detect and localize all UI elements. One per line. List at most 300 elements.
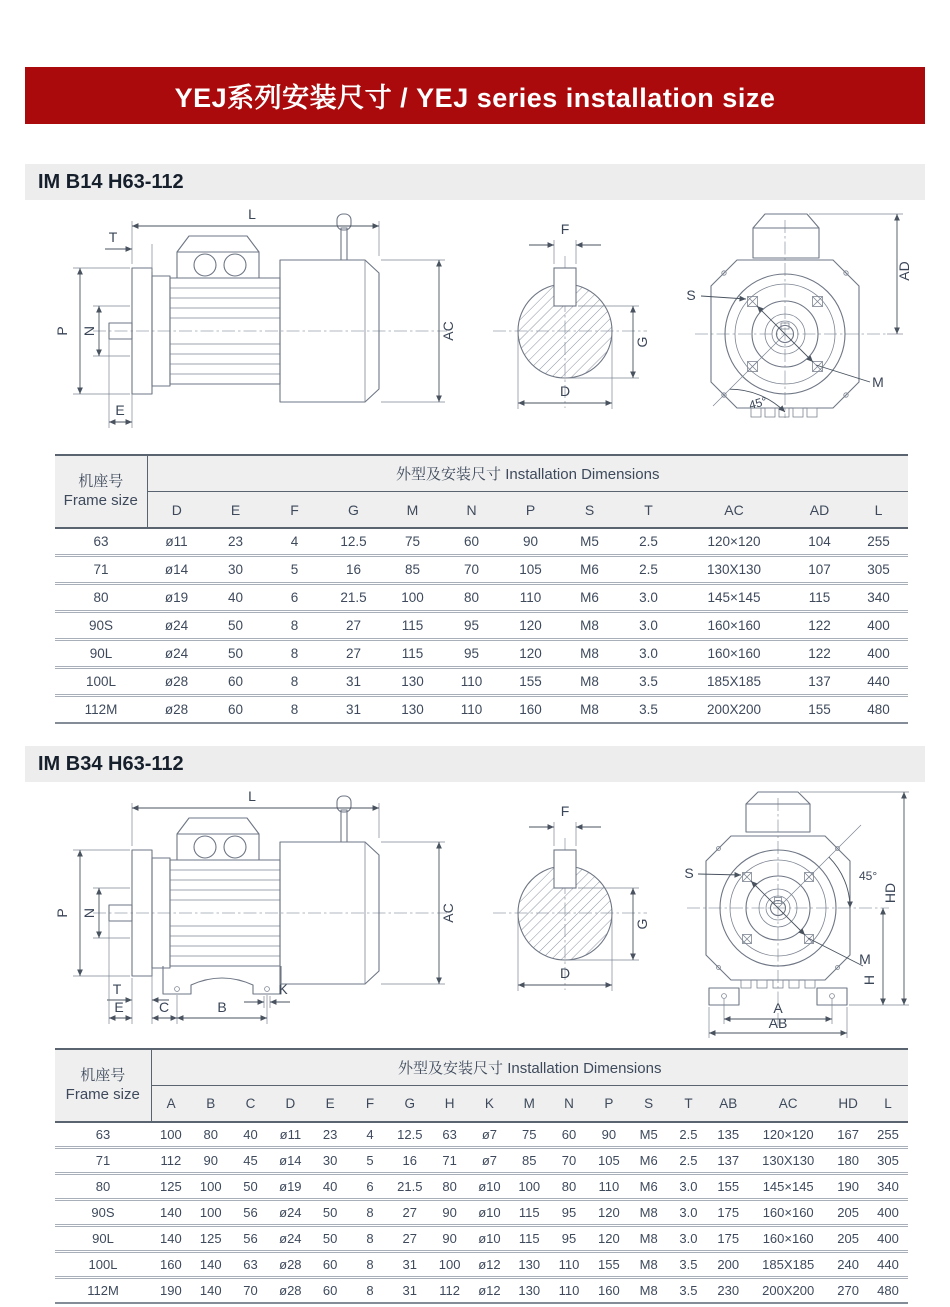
- value-cell: ø28: [147, 668, 206, 696]
- column-header-E: E: [310, 1086, 350, 1123]
- dim-label-B: B: [217, 999, 227, 1015]
- frame-size-cell: 90L: [55, 1226, 151, 1252]
- dim-label-E: E: [114, 999, 124, 1015]
- value-cell: 8: [265, 612, 324, 640]
- section-heading-b34: [25, 746, 925, 782]
- column-header-AB: AB: [708, 1086, 748, 1123]
- dim-label-AB: AB: [768, 1015, 788, 1031]
- column-letters-row: [55, 492, 908, 529]
- table-row: [55, 1122, 908, 1148]
- value-cell: 8: [265, 696, 324, 724]
- terminal-box: [177, 834, 259, 860]
- value-cell: 140: [151, 1200, 191, 1226]
- value-cell: 480: [849, 696, 908, 724]
- column-header-AC: AC: [748, 1086, 828, 1123]
- value-cell: 145×145: [748, 1174, 828, 1200]
- frame-size-header-en: Frame size: [63, 491, 138, 509]
- value-cell: 400: [868, 1200, 908, 1226]
- value-cell: 40: [231, 1122, 271, 1148]
- value-cell: 16: [390, 1148, 430, 1174]
- value-cell: 75: [383, 528, 442, 556]
- value-cell: ø24: [147, 612, 206, 640]
- value-cell: ø19: [270, 1174, 310, 1200]
- value-cell: 255: [868, 1122, 908, 1148]
- value-cell: 60: [310, 1252, 350, 1278]
- drawings-b34: [25, 782, 925, 1044]
- dim-label-D: D: [559, 383, 571, 399]
- value-cell: 140: [191, 1278, 231, 1304]
- column-header-P: P: [589, 1086, 629, 1123]
- value-cell: ø11: [270, 1122, 310, 1148]
- span-header: 外型及安装尺寸 Installation Dimensions: [151, 1049, 908, 1086]
- frame-size-header: [55, 455, 147, 528]
- value-cell: 85: [383, 556, 442, 584]
- value-cell: 440: [849, 668, 908, 696]
- value-cell: 190: [828, 1174, 868, 1200]
- value-cell: 120: [501, 612, 560, 640]
- value-cell: 110: [589, 1174, 629, 1200]
- dimensions: [54, 788, 456, 1024]
- value-cell: 120: [501, 640, 560, 668]
- value-cell: 205: [828, 1200, 868, 1226]
- value-cell: 3.0: [669, 1226, 709, 1252]
- value-cell: 340: [849, 584, 908, 612]
- dim-label-N: N: [81, 325, 97, 337]
- column-header-AC: AC: [678, 492, 790, 529]
- value-cell: 175: [708, 1226, 748, 1252]
- value-cell: 100: [191, 1200, 231, 1226]
- value-cell: 60: [206, 696, 265, 724]
- value-cell: M6: [629, 1174, 669, 1200]
- value-cell: 95: [442, 612, 501, 640]
- column-header-F: F: [265, 492, 324, 529]
- value-cell: 155: [790, 696, 849, 724]
- column-header-S: S: [560, 492, 619, 529]
- column-header-L: L: [849, 492, 908, 529]
- value-cell: 200X200: [678, 696, 790, 724]
- value-cell: 185X185: [748, 1252, 828, 1278]
- value-cell: 23: [310, 1122, 350, 1148]
- value-cell: 107: [790, 556, 849, 584]
- value-cell: M8: [560, 612, 619, 640]
- value-cell: 122: [790, 640, 849, 668]
- table-row: [55, 1174, 908, 1200]
- value-cell: 70: [231, 1278, 271, 1304]
- value-cell: 340: [868, 1174, 908, 1200]
- value-cell: 155: [708, 1174, 748, 1200]
- frame-size-cell: 63: [55, 528, 147, 556]
- column-header-T: T: [619, 492, 678, 529]
- value-cell: 200X200: [748, 1278, 828, 1304]
- value-cell: M6: [560, 584, 619, 612]
- value-cell: ø28: [147, 696, 206, 724]
- value-cell: 4: [265, 528, 324, 556]
- value-cell: 155: [589, 1252, 629, 1278]
- value-cell: ø10: [470, 1200, 510, 1226]
- value-cell: 90: [589, 1122, 629, 1148]
- table-row: [55, 668, 908, 696]
- column-letters-row: [55, 1086, 908, 1123]
- value-cell: 105: [501, 556, 560, 584]
- value-cell: 8: [265, 668, 324, 696]
- value-cell: 120: [589, 1226, 629, 1252]
- page: [25, 67, 925, 1304]
- value-cell: 180: [828, 1148, 868, 1174]
- dim-label-45deg: 45°: [859, 869, 878, 883]
- column-header-L: L: [868, 1086, 908, 1123]
- dim-label-45deg: 45°: [747, 394, 769, 413]
- value-cell: 3.0: [619, 612, 678, 640]
- value-cell: ø12: [470, 1252, 510, 1278]
- value-cell: M6: [629, 1148, 669, 1174]
- dimensions: [686, 214, 912, 412]
- table-row: [55, 1148, 908, 1174]
- value-cell: 160×160: [678, 612, 790, 640]
- value-cell: 75: [509, 1122, 549, 1148]
- value-cell: 95: [549, 1226, 589, 1252]
- value-cell: 305: [849, 556, 908, 584]
- value-cell: 110: [501, 584, 560, 612]
- table-row: [55, 1226, 908, 1252]
- value-cell: 160: [151, 1252, 191, 1278]
- dim-label-T: T: [108, 229, 118, 245]
- dimensions-table-b14: [55, 454, 908, 724]
- value-cell: ø14: [147, 556, 206, 584]
- frame-size-header-zh: 机座号: [80, 1066, 126, 1084]
- value-cell: ø10: [470, 1226, 510, 1252]
- shaft-section-drawing-b14: [475, 206, 665, 426]
- keyway: [554, 268, 576, 306]
- value-cell: M8: [560, 696, 619, 724]
- value-cell: 12.5: [324, 528, 383, 556]
- dimensions: [54, 206, 456, 428]
- value-cell: 31: [324, 696, 383, 724]
- value-cell: 4: [350, 1122, 390, 1148]
- value-cell: M8: [560, 668, 619, 696]
- front-view-drawing-b14: [673, 206, 913, 426]
- value-cell: ø24: [147, 640, 206, 668]
- value-cell: 200: [708, 1252, 748, 1278]
- value-cell: 71: [430, 1148, 470, 1174]
- column-header-N: N: [442, 492, 501, 529]
- value-cell: 255: [849, 528, 908, 556]
- front-view-drawing-b34: [673, 788, 913, 1040]
- keyway: [554, 850, 576, 888]
- value-cell: 105: [589, 1148, 629, 1174]
- value-cell: M5: [629, 1122, 669, 1148]
- table-row: [55, 696, 908, 724]
- value-cell: 70: [549, 1148, 589, 1174]
- value-cell: 160×160: [748, 1200, 828, 1226]
- frame-size-cell: 90S: [55, 1200, 151, 1226]
- value-cell: 110: [549, 1252, 589, 1278]
- frame-size-cell: 80: [55, 584, 147, 612]
- value-cell: 40: [206, 584, 265, 612]
- value-cell: 95: [442, 640, 501, 668]
- value-cell: 125: [151, 1174, 191, 1200]
- column-header-H: H: [430, 1086, 470, 1123]
- column-header-P: P: [501, 492, 560, 529]
- value-cell: 50: [206, 640, 265, 668]
- frame-size-cell: 112M: [55, 1278, 151, 1304]
- value-cell: 3.5: [669, 1252, 709, 1278]
- page-title: YEJ系列安装尺寸 / YEJ series installation size: [174, 83, 776, 113]
- value-cell: 115: [509, 1226, 549, 1252]
- value-cell: 3.5: [619, 696, 678, 724]
- value-cell: 120×120: [678, 528, 790, 556]
- column-header-D: D: [270, 1086, 310, 1123]
- value-cell: 175: [708, 1200, 748, 1226]
- value-cell: 21.5: [324, 584, 383, 612]
- release-lever: [341, 810, 347, 842]
- dim-label-E: E: [115, 402, 125, 418]
- value-cell: M6: [560, 556, 619, 584]
- value-cell: M8: [560, 640, 619, 668]
- value-cell: 305: [868, 1148, 908, 1174]
- dim-label-K: K: [278, 981, 288, 997]
- dim-label-T: T: [112, 981, 122, 997]
- value-cell: 100: [151, 1122, 191, 1148]
- column-header-N: N: [549, 1086, 589, 1123]
- dim-label-H: H: [861, 974, 877, 986]
- dim-label-P: P: [54, 326, 70, 336]
- page-title-banner: [25, 67, 925, 124]
- value-cell: 112: [151, 1148, 191, 1174]
- value-cell: 160: [589, 1278, 629, 1304]
- value-cell: 27: [390, 1200, 430, 1226]
- value-cell: 6: [350, 1174, 390, 1200]
- column-header-M: M: [509, 1086, 549, 1123]
- value-cell: 115: [383, 612, 442, 640]
- table-row: [55, 528, 908, 556]
- value-cell: 112: [430, 1278, 470, 1304]
- value-cell: 27: [324, 612, 383, 640]
- column-header-HD: HD: [828, 1086, 868, 1123]
- frame-size-cell: 63: [55, 1122, 151, 1148]
- table-row: [55, 1252, 908, 1278]
- value-cell: 115: [509, 1200, 549, 1226]
- value-cell: 90: [430, 1200, 470, 1226]
- value-cell: 130X130: [678, 556, 790, 584]
- table-wrap-b14: [55, 454, 908, 724]
- value-cell: 60: [442, 528, 501, 556]
- value-cell: 100: [191, 1174, 231, 1200]
- value-cell: 95: [549, 1200, 589, 1226]
- table-row: [55, 612, 908, 640]
- value-cell: 30: [206, 556, 265, 584]
- value-cell: 110: [442, 668, 501, 696]
- frame-size-header-zh: 机座号: [78, 472, 124, 490]
- value-cell: 80: [442, 584, 501, 612]
- value-cell: 480: [868, 1278, 908, 1304]
- value-cell: 3.0: [669, 1200, 709, 1226]
- value-cell: 145×145: [678, 584, 790, 612]
- value-cell: ø11: [147, 528, 206, 556]
- value-cell: ø14: [270, 1148, 310, 1174]
- value-cell: 160×160: [748, 1226, 828, 1252]
- value-cell: 3.0: [619, 640, 678, 668]
- dim-label-AC: AC: [440, 321, 456, 341]
- value-cell: 100: [509, 1174, 549, 1200]
- dim-label-AC: AC: [440, 903, 456, 923]
- dim-label-A: A: [773, 1000, 783, 1016]
- dim-label-C: C: [158, 999, 170, 1015]
- value-cell: 100: [383, 584, 442, 612]
- value-cell: 63: [231, 1252, 271, 1278]
- value-cell: 440: [868, 1252, 908, 1278]
- frame-size-cell: 80: [55, 1174, 151, 1200]
- value-cell: 205: [828, 1226, 868, 1252]
- value-cell: 110: [442, 696, 501, 724]
- frame-size-cell: 100L: [55, 668, 147, 696]
- value-cell: 50: [206, 612, 265, 640]
- value-cell: 125: [191, 1226, 231, 1252]
- value-cell: 5: [350, 1148, 390, 1174]
- value-cell: 120×120: [748, 1122, 828, 1148]
- value-cell: 23: [206, 528, 265, 556]
- dim-label-M: M: [859, 951, 871, 967]
- value-cell: 50: [310, 1226, 350, 1252]
- frame-size-cell: 71: [55, 1148, 151, 1174]
- value-cell: 3.5: [619, 668, 678, 696]
- value-cell: 270: [828, 1278, 868, 1304]
- column-header-A: A: [151, 1086, 191, 1123]
- dim-label-L: L: [248, 788, 256, 804]
- dim-label-S: S: [684, 865, 694, 881]
- value-cell: 8: [265, 640, 324, 668]
- value-cell: 400: [849, 612, 908, 640]
- value-cell: 5: [265, 556, 324, 584]
- column-header-K: K: [470, 1086, 510, 1123]
- value-cell: ø28: [270, 1252, 310, 1278]
- value-cell: M8: [629, 1200, 669, 1226]
- value-cell: 3.0: [619, 584, 678, 612]
- value-cell: M5: [560, 528, 619, 556]
- feet: [163, 966, 281, 994]
- value-cell: 190: [151, 1278, 191, 1304]
- value-cell: ø12: [470, 1278, 510, 1304]
- value-cell: 137: [708, 1148, 748, 1174]
- value-cell: 160×160: [678, 640, 790, 668]
- value-cell: 104: [790, 528, 849, 556]
- value-cell: 140: [151, 1226, 191, 1252]
- table-wrap-b34: [55, 1048, 908, 1304]
- value-cell: 12.5: [390, 1122, 430, 1148]
- dim-label-S: S: [686, 287, 696, 303]
- value-cell: 60: [549, 1122, 589, 1148]
- column-header-B: B: [191, 1086, 231, 1123]
- value-cell: 115: [383, 640, 442, 668]
- motor-outline: [93, 796, 447, 994]
- value-cell: 8: [350, 1226, 390, 1252]
- value-cell: 160: [501, 696, 560, 724]
- value-cell: 50: [310, 1200, 350, 1226]
- terminal-box: [177, 252, 259, 278]
- value-cell: 56: [231, 1226, 271, 1252]
- value-cell: 130X130: [748, 1148, 828, 1174]
- frame-size-cell: 90L: [55, 640, 147, 668]
- value-cell: 8: [350, 1252, 390, 1278]
- value-cell: 90: [501, 528, 560, 556]
- table-row: [55, 556, 908, 584]
- value-cell: 185X185: [678, 668, 790, 696]
- value-cell: 155: [501, 668, 560, 696]
- frame-size-cell: 100L: [55, 1252, 151, 1278]
- value-cell: 80: [430, 1174, 470, 1200]
- column-header-T: T: [669, 1086, 709, 1123]
- dim-label-G: G: [634, 336, 650, 348]
- drawings-b14: [25, 200, 925, 450]
- value-cell: 31: [390, 1252, 430, 1278]
- value-cell: 70: [442, 556, 501, 584]
- table-row: [55, 1200, 908, 1226]
- value-cell: 90: [191, 1148, 231, 1174]
- value-cell: ø10: [470, 1174, 510, 1200]
- value-cell: 115: [790, 584, 849, 612]
- value-cell: 2.5: [619, 528, 678, 556]
- value-cell: 3.5: [669, 1278, 709, 1304]
- value-cell: 40: [310, 1174, 350, 1200]
- side-view-drawing-b34: [47, 788, 467, 1033]
- value-cell: 135: [708, 1122, 748, 1148]
- value-cell: 90: [430, 1226, 470, 1252]
- value-cell: 8: [350, 1278, 390, 1304]
- dim-label-G: G: [634, 918, 650, 930]
- frame-size-header-en: Frame size: [65, 1085, 140, 1103]
- terminal-box: [753, 228, 819, 258]
- value-cell: M8: [629, 1252, 669, 1278]
- span-header: 外型及安装尺寸 Installation Dimensions: [147, 455, 908, 492]
- section-heading-text: IM B34 H63-112: [38, 752, 184, 775]
- column-header-S: S: [629, 1086, 669, 1123]
- value-cell: 137: [790, 668, 849, 696]
- dim-label-P: P: [54, 908, 70, 918]
- value-cell: 120: [589, 1200, 629, 1226]
- column-header-M: M: [383, 492, 442, 529]
- side-view-drawing-b14: [47, 206, 467, 446]
- value-cell: 6: [265, 584, 324, 612]
- dim-label-F: F: [560, 803, 570, 819]
- dim-label-L: L: [248, 206, 256, 222]
- value-cell: M8: [629, 1278, 669, 1304]
- dim-label-D: D: [559, 965, 571, 981]
- dimensions: [684, 792, 909, 1038]
- value-cell: 80: [549, 1174, 589, 1200]
- value-cell: ø28: [270, 1278, 310, 1304]
- value-cell: 130: [383, 668, 442, 696]
- dimensions-table-b34: [55, 1048, 908, 1304]
- value-cell: 130: [509, 1252, 549, 1278]
- dim-label-N: N: [81, 907, 97, 919]
- column-header-G: G: [324, 492, 383, 529]
- value-cell: 63: [430, 1122, 470, 1148]
- value-cell: 50: [231, 1174, 271, 1200]
- column-header-E: E: [206, 492, 265, 529]
- value-cell: 230: [708, 1278, 748, 1304]
- value-cell: 2.5: [669, 1148, 709, 1174]
- value-cell: 2.5: [669, 1122, 709, 1148]
- value-cell: 3.0: [669, 1174, 709, 1200]
- release-lever: [341, 228, 347, 260]
- shaft-section-drawing-b34: [475, 788, 665, 1008]
- value-cell: 100: [430, 1252, 470, 1278]
- value-cell: 130: [383, 696, 442, 724]
- value-cell: 31: [324, 668, 383, 696]
- value-cell: ø7: [470, 1148, 510, 1174]
- value-cell: 110: [549, 1278, 589, 1304]
- section-heading-text: IM B14 H63-112: [38, 170, 184, 193]
- column-header-AD: AD: [790, 492, 849, 529]
